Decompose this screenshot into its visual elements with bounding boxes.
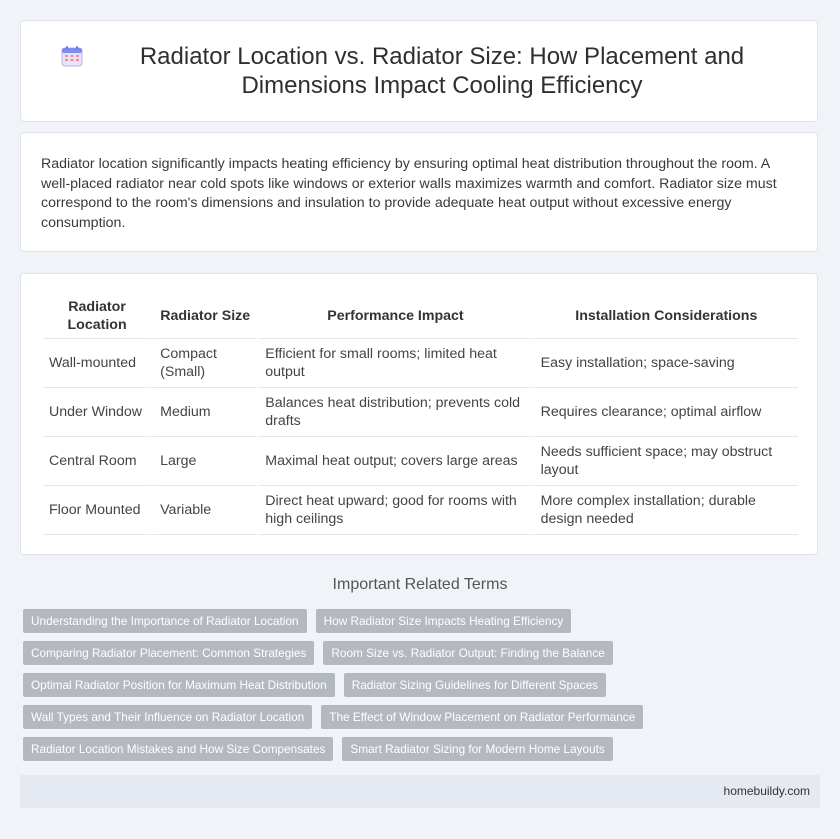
related-term-tag[interactable]: Smart Radiator Sizing for Modern Home Layouts xyxy=(342,737,612,761)
related-term-tag[interactable]: Wall Types and Their Influence on Radiator Location xyxy=(23,705,312,729)
title-card xyxy=(20,20,818,122)
related-term-tag[interactable]: Optimal Radiator Position for Maximum Heat Distribution xyxy=(23,673,335,697)
table-card xyxy=(20,273,818,555)
related-term-tag[interactable]: Comparing Radiator Placement: Common Strategies xyxy=(23,641,314,665)
cell-size: Large xyxy=(151,437,256,486)
cell-location: Floor Mounted xyxy=(43,486,151,535)
intro-text: Radiator location significantly impacts heating efficiency by ensuring optimal heat distribution throughout the room. A well-placed radiator near cold spots like windows or exterior walls maximizes warmth and comfort. Radiator size must correspond to the room's dimensions and insulation to provide adequate heat output without excessive energy consumption. xyxy=(41,156,777,231)
header-location: Radiator Location xyxy=(43,294,151,339)
cell-size: Compact (Small) xyxy=(151,339,256,388)
cell-performance: Maximal heat output; covers large areas xyxy=(256,437,531,486)
related-term-tag[interactable]: Room Size vs. Radiator Output: Finding the Balance xyxy=(323,641,612,665)
cell-location: Under Window xyxy=(43,388,151,437)
cell-installation: Easy installation; space-saving xyxy=(532,339,798,388)
related-term-tag[interactable]: Understanding the Importance of Radiator Location xyxy=(23,609,307,633)
comparison-table xyxy=(43,294,798,535)
cell-installation: Needs sufficient space; may obstruct layout xyxy=(532,437,798,486)
calendar-icon xyxy=(61,45,83,67)
page-title: Radiator Location vs. Radiator Size: How Placement and Dimensions Impact Cooling Efficiency xyxy=(139,43,745,99)
related-term-tag[interactable]: How Radiator Size Impacts Heating Efficiency xyxy=(316,609,572,633)
table-row xyxy=(43,388,798,437)
related-terms-heading: Important Related Terms xyxy=(332,576,508,593)
cell-performance: Efficient for small rooms; limited heat output xyxy=(256,339,531,388)
related-term-tag[interactable]: Radiator Sizing Guidelines for Different Spaces xyxy=(344,673,606,697)
header-performance: Performance Impact xyxy=(256,294,531,339)
table-row xyxy=(43,486,798,535)
header-installation: Installation Considerations xyxy=(532,294,798,339)
cell-performance: Direct heat upward; good for rooms with high ceilings xyxy=(256,486,531,535)
cell-location: Central Room xyxy=(43,437,151,486)
table-row xyxy=(43,437,798,486)
cell-size: Medium xyxy=(151,388,256,437)
header-size: Radiator Size xyxy=(151,294,256,339)
footer-site-name[interactable]: homebuildy.com xyxy=(723,784,810,798)
cell-location: Wall-mounted xyxy=(43,339,151,388)
related-terms-list xyxy=(23,609,823,769)
table-header-row xyxy=(43,294,798,339)
related-term-tag[interactable]: The Effect of Window Placement on Radiator Performance xyxy=(321,705,643,729)
intro-card xyxy=(20,132,818,252)
cell-installation: More complex installation; durable design needed xyxy=(532,486,798,535)
cell-installation: Requires clearance; optimal airflow xyxy=(532,388,798,437)
cell-size: Variable xyxy=(151,486,256,535)
footer xyxy=(20,775,820,808)
related-term-tag[interactable]: Radiator Location Mistakes and How Size Compensates xyxy=(23,737,333,761)
table-row xyxy=(43,339,798,388)
cell-performance: Balances heat distribution; prevents cold drafts xyxy=(256,388,531,437)
